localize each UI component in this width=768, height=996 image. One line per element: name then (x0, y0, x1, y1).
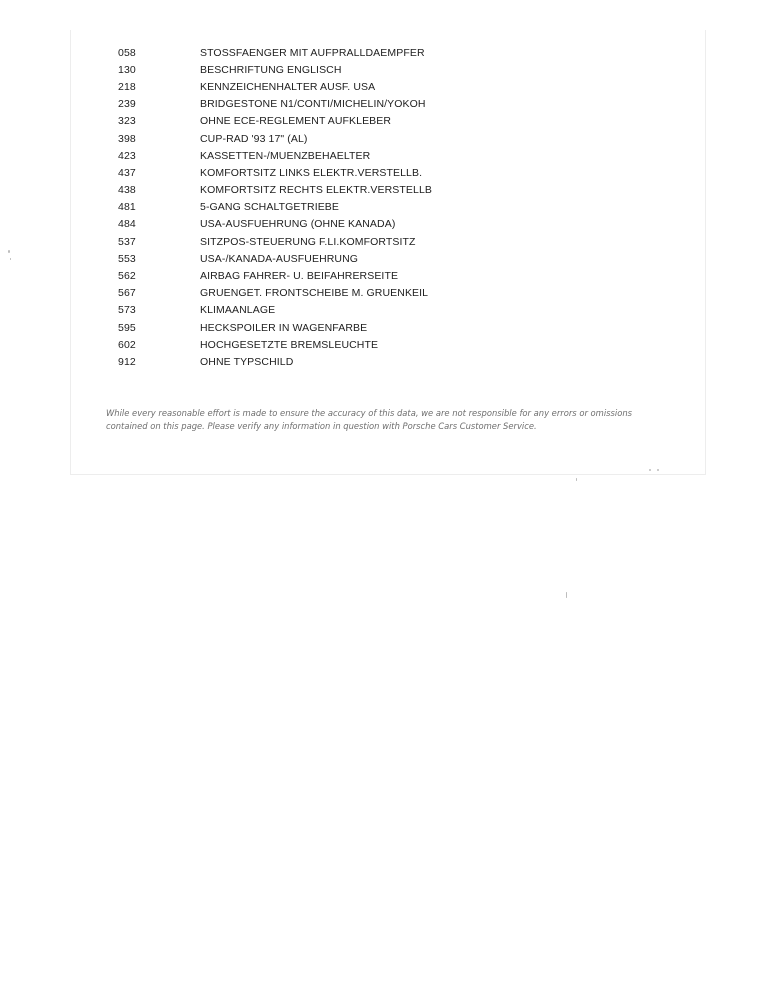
option-code: 481 (118, 201, 136, 214)
option-description: AIRBAG FAHRER- U. BEIFAHRERSEITE (200, 270, 399, 283)
option-code: 239 (118, 98, 136, 111)
option-code: 437 (118, 166, 136, 179)
option-row (118, 285, 432, 302)
option-row (118, 78, 432, 95)
option-description: 5-GANG SCHALTGETRIEBE (200, 201, 340, 214)
option-code: 058 (118, 46, 136, 59)
option-description: STOSSFAENGER MIT AUFPRALLDAEMPFER (200, 46, 425, 59)
option-description: BRIDGESTONE N1/CONTI/MICHELIN/YOKOH (200, 98, 426, 111)
option-row (118, 96, 432, 113)
option-code: 130 (118, 63, 136, 76)
option-description: BESCHRIFTUNG ENGLISCH (200, 63, 342, 76)
option-code: 398 (118, 132, 136, 145)
option-row (118, 336, 432, 353)
option-description: CUP-RAD '93 17" (AL) (200, 132, 308, 145)
option-row (118, 250, 432, 267)
option-description: KLIMAANLAGE (200, 304, 276, 317)
option-row (118, 267, 432, 284)
option-code: 438 (118, 184, 136, 197)
option-description: OHNE ECE-REGLEMENT AUFKLEBER (200, 115, 392, 128)
option-row (118, 302, 432, 319)
option-code: 595 (118, 321, 136, 334)
option-row (118, 61, 432, 78)
option-description: HECKSPOILER IN WAGENFARBE (200, 321, 368, 334)
option-row (118, 182, 432, 199)
option-code: 218 (118, 80, 136, 93)
option-code: 484 (118, 218, 136, 231)
option-row (118, 199, 432, 216)
option-row (118, 233, 432, 250)
option-code: 912 (118, 355, 136, 368)
option-row (118, 164, 432, 181)
option-description: KOMFORTSITZ LINKS ELEKTR.VERSTELLB. (200, 166, 423, 179)
option-code: 553 (118, 252, 136, 265)
option-description: SITZPOS-STEUERUNG F.LI.KOMFORTSITZ (200, 235, 416, 248)
option-code: 423 (118, 149, 136, 162)
scan-speck (10, 258, 11, 260)
option-row (118, 216, 432, 233)
options-list (118, 44, 432, 371)
option-code: 567 (118, 287, 136, 300)
option-description: KENNZEICHENHALTER AUSF. USA (200, 80, 376, 93)
option-row (118, 353, 432, 370)
scan-speck (649, 469, 651, 471)
option-description: OHNE TYPSCHILD (200, 355, 294, 368)
option-code: 602 (118, 338, 136, 351)
option-description: KOMFORTSITZ RECHTS ELEKTR.VERSTELLB (200, 184, 433, 197)
option-code: 573 (118, 304, 136, 317)
scan-speck (657, 469, 659, 471)
scan-speck (8, 250, 10, 253)
option-description: KASSETTEN-/MUENZBEHAELTER (200, 149, 371, 162)
option-row (118, 147, 432, 164)
option-code: 562 (118, 270, 136, 283)
option-description: USA-AUSFUEHRUNG (OHNE KANADA) (200, 218, 396, 231)
option-row (118, 113, 432, 130)
option-description: GRUENGET. FRONTSCHEIBE M. GRUENKEIL (200, 287, 429, 300)
option-code: 323 (118, 115, 136, 128)
option-description: HOCHGESETZTE BREMSLEUCHTE (200, 338, 379, 351)
option-row (118, 44, 432, 61)
option-description: USA-/KANADA-AUSFUEHRUNG (200, 252, 359, 265)
disclaimer-text: While every reasonable effort is made to ensure the accuracy of this data, we are not responsible for any errors or omissions contained on this page. Please verify any information in question with Porsche Cars Customer Service. (106, 408, 633, 431)
option-row (118, 130, 432, 147)
scan-speck (576, 478, 577, 481)
option-code: 537 (118, 235, 136, 248)
option-row (118, 319, 432, 336)
scan-speck (566, 592, 567, 598)
